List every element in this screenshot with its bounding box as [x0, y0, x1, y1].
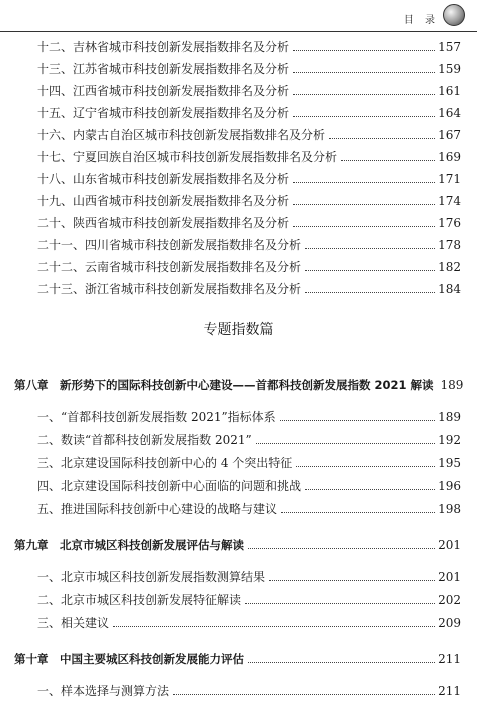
toc-entry-title: 二十三、浙江省城市科技创新发展指数排名及分析 — [37, 282, 302, 296]
toc-entry-page: 176 — [438, 216, 461, 230]
toc-entry[interactable] — [37, 80, 461, 98]
toc-entry[interactable] — [37, 146, 461, 164]
toc-entry-title: 三、相关建议 — [37, 616, 110, 630]
leader-dots — [305, 488, 435, 490]
chapter-title: 第八章 新形势下的国际科技创新中心建设——首都科技创新发展指数 2021 解读 — [14, 378, 434, 392]
chapter-heading[interactable] — [14, 648, 461, 666]
toc-entry-page: 171 — [438, 172, 461, 186]
toc-entry[interactable] — [37, 102, 461, 120]
toc-entry-page: 195 — [438, 456, 461, 470]
toc-entry-title: 二十一、四川省城市科技创新发展指数排名及分析 — [37, 238, 302, 252]
toc-entry-title: 十二、吉林省城市科技创新发展指数排名及分析 — [37, 40, 290, 54]
toc-entry[interactable] — [37, 680, 461, 698]
toc-entry[interactable] — [37, 256, 461, 274]
leader-dots — [173, 693, 435, 695]
toc-entry-page: 174 — [438, 194, 461, 208]
toc-entry[interactable] — [37, 612, 461, 630]
leader-dots — [256, 442, 435, 444]
toc-entry-title: 五、推进国际科技创新中心建设的战略与建议 — [37, 502, 278, 516]
toc-entry-page: 157 — [438, 40, 461, 54]
toc-entry[interactable] — [37, 58, 461, 76]
leader-dots — [281, 511, 435, 513]
chapter-title: 第九章 北京市城区科技创新发展评估与解读 — [14, 538, 244, 552]
leader-dots — [293, 225, 435, 227]
toc-entry-page: 202 — [438, 593, 461, 607]
toc-entry-title: 十六、内蒙古自治区城市科技创新发展指数排名及分析 — [37, 128, 326, 142]
toc-entry-title: 二、北京市城区科技创新发展特征解读 — [37, 593, 242, 607]
leader-dots — [305, 269, 435, 271]
toc-entry-page: 159 — [438, 62, 461, 76]
toc-entry-title: 一、北京市城区科技创新发展指数测算结果 — [37, 570, 266, 584]
toc-entry-page: 198 — [438, 502, 461, 516]
chapter-title: 第十章 中国主要城区科技创新发展能力评估 — [14, 652, 244, 666]
leader-dots — [341, 159, 435, 161]
toc-entry-page: 209 — [438, 616, 461, 630]
toc-entry-title: 十五、辽宁省城市科技创新发展指数排名及分析 — [37, 106, 290, 120]
chapter-page: 201 — [438, 538, 461, 552]
toc-entry[interactable] — [37, 566, 461, 584]
toc-entry-title: 十九、山西省城市科技创新发展指数排名及分析 — [37, 194, 290, 208]
toc-entry-title: 二、数读“首都科技创新发展指数 2021” — [37, 433, 252, 447]
toc-entry-page: 182 — [438, 260, 461, 274]
leader-dots — [293, 181, 435, 183]
leader-dots — [305, 291, 435, 293]
leader-dots — [305, 247, 435, 249]
toc-entry[interactable] — [37, 589, 461, 607]
toc-entry-page: 161 — [438, 84, 461, 98]
toc-entry-page: 167 — [438, 128, 461, 142]
chapter-heading[interactable] — [14, 534, 461, 552]
toc-entry[interactable] — [37, 475, 461, 493]
toc-entry[interactable] — [37, 124, 461, 142]
toc-entry-title: 三、北京建设国际科技创新中心的 4 个突出特征 — [37, 456, 293, 470]
leader-dots — [248, 661, 435, 663]
toc-entry[interactable] — [37, 190, 461, 208]
toc-entry[interactable] — [37, 429, 461, 447]
toc-entry[interactable] — [37, 36, 461, 54]
toc-entry-title: 十七、宁夏回族自治区城市科技创新发展指数排名及分析 — [37, 150, 338, 164]
toc-entry[interactable] — [37, 234, 461, 252]
chapter-page: 211 — [438, 652, 461, 666]
toc-entry-title: 十三、江苏省城市科技创新发展指数排名及分析 — [37, 62, 290, 76]
leader-dots — [293, 71, 435, 73]
toc-entry-title: 二十、陕西省城市科技创新发展指数排名及分析 — [37, 216, 290, 230]
toc-entry[interactable] — [37, 406, 461, 424]
toc-entry-page: 192 — [438, 433, 461, 447]
toc-entry-page: 184 — [438, 282, 461, 296]
toc-entry[interactable] — [37, 168, 461, 186]
leader-dots — [296, 465, 435, 467]
leader-dots — [293, 93, 435, 95]
chapter-page: 189 — [440, 378, 464, 392]
leader-dots — [269, 579, 435, 581]
toc-entry-title: 十四、江西省城市科技创新发展指数排名及分析 — [37, 84, 290, 98]
leader-dots — [280, 419, 435, 421]
toc-entry-page: 211 — [438, 684, 461, 698]
header-label: 目 录 — [403, 15, 439, 26]
toc-entry-page: 169 — [438, 150, 461, 164]
leader-dots — [293, 49, 435, 51]
section-title: 专题指数篇 — [203, 322, 274, 338]
leader-dots — [329, 137, 435, 139]
toc-entry[interactable] — [37, 212, 461, 230]
toc-entry-title: 四、北京建设国际科技创新中心面临的问题和挑战 — [37, 479, 302, 493]
toc-entry-page: 201 — [438, 570, 461, 584]
leader-dots — [113, 625, 435, 627]
leader-dots — [245, 602, 435, 604]
leader-dots — [248, 547, 435, 549]
toc-entry-page: 178 — [438, 238, 461, 252]
toc-entry[interactable] — [37, 452, 461, 470]
toc-entry-title: 二十二、云南省城市科技创新发展指数排名及分析 — [37, 260, 302, 274]
toc-entry-title: 一、样本选择与测算方法 — [37, 684, 170, 698]
toc-entry-page: 189 — [438, 410, 461, 424]
toc-entry-page: 164 — [438, 106, 461, 120]
leader-dots — [293, 203, 435, 205]
toc-entry[interactable] — [37, 498, 461, 516]
chapter-heading[interactable] — [14, 374, 464, 392]
toc-entry-page: 196 — [438, 479, 461, 493]
toc-entry-title: 一、“首都科技创新发展指数 2021”指标体系 — [37, 410, 276, 424]
leader-dots — [293, 115, 435, 117]
toc-entry[interactable] — [37, 278, 461, 296]
toc-entry-title: 十八、山东省城市科技创新发展指数排名及分析 — [37, 172, 290, 186]
